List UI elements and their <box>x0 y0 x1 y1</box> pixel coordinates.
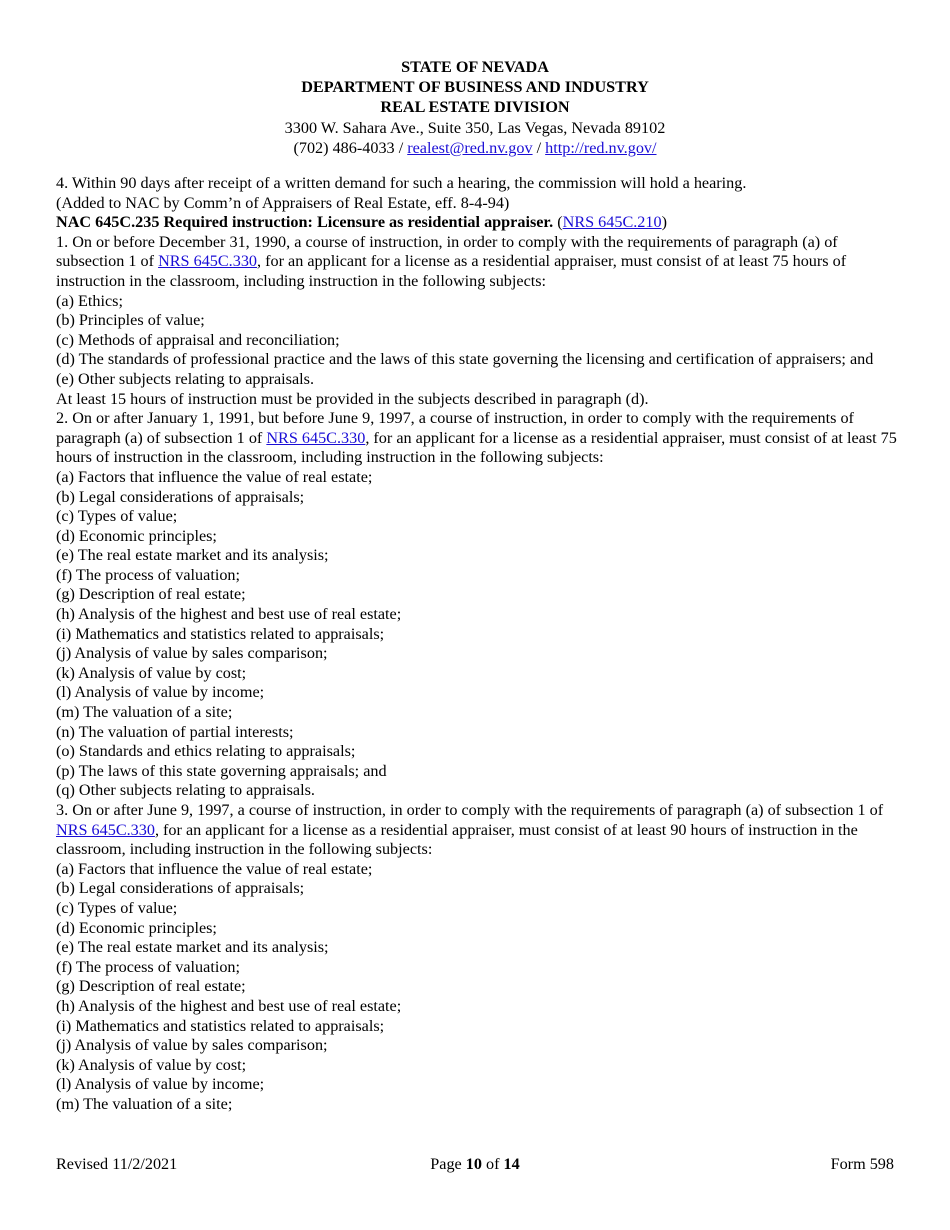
nrs-645c330-link[interactable]: NRS 645C.330 <box>56 820 155 839</box>
form-number: Form 598 <box>830 1155 894 1173</box>
list-item: (f) The process of valuation; <box>56 565 240 584</box>
list-item: (o) Standards and ethics relating to appraisals; <box>56 742 356 761</box>
list-item: (e) The real estate market and its analysis; <box>56 546 329 565</box>
list-item: (e) Other subjects relating to appraisals. <box>56 369 315 388</box>
section-title: NAC 645C.235 Required instruction: Licensure as residential appraiser. <box>56 213 554 232</box>
revised-date: Revised 11/2/2021 <box>56 1155 178 1173</box>
list-item: (j) Analysis of value by sales comparison; <box>56 1036 328 1055</box>
list-item: (b) Legal considerations of appraisals; <box>56 879 305 898</box>
list-item: (a) Ethics; <box>56 291 123 310</box>
list-item: (m) The valuation of a site; <box>56 1094 233 1113</box>
list-item: (c) Types of value; <box>56 507 178 526</box>
list-item: (d) The standards of professional practice and the laws of this state governing the licensing and certification of appraisers; and <box>56 350 874 369</box>
list-item: (i) Mathematics and statistics related to appraisals; <box>56 1016 385 1035</box>
list-item: (a) Factors that influence the value of real estate; <box>56 859 373 878</box>
subsection-2-list <box>56 468 906 801</box>
page-number: Page 10 of 14 <box>430 1155 520 1173</box>
list-item: (h) Analysis of the highest and best use of real estate; <box>56 996 402 1015</box>
subsection-1-list <box>56 292 906 390</box>
email-link[interactable]: realest@red.nv.gov <box>407 138 533 157</box>
letterhead-phone: (702) 486-4033 <box>293 138 395 157</box>
list-item: (f) The process of valuation; <box>56 957 240 976</box>
list-item: (p) The laws of this state governing appraisals; and <box>56 761 387 780</box>
subsection-1-note: At least 15 hours of instruction must be provided in the subjects described in paragraph (d). <box>56 389 649 408</box>
document-body <box>56 174 906 1115</box>
nrs-645c210-link[interactable]: NRS 645C.210 <box>562 213 662 232</box>
history-note: (Added to NAC by Comm’n of Appraisers of Real Estate, eff. 8-4-94) <box>56 193 510 212</box>
list-item: (k) Analysis of value by cost; <box>56 663 247 682</box>
list-item: (h) Analysis of the highest and best use of real estate; <box>56 605 402 624</box>
nrs-645c330-link[interactable]: NRS 645C.330 <box>158 252 258 271</box>
subsection-3-list <box>56 860 906 1115</box>
list-item: (c) Types of value; <box>56 898 178 917</box>
list-item: (b) Principles of value; <box>56 311 205 330</box>
list-item: (a) Factors that influence the value of real estate; <box>56 467 373 486</box>
list-item: (b) Legal considerations of appraisals; <box>56 487 305 506</box>
list-item: (c) Methods of appraisal and reconciliation; <box>56 330 340 349</box>
list-item: (g) Description of real estate; <box>56 585 246 604</box>
list-item: (i) Mathematics and statistics related to appraisals; <box>56 624 385 643</box>
letterhead-contact <box>0 138 950 158</box>
subsection-1: 1. On or before December 31, 1990, a course of instruction, in order to comply with the requirements of paragraph (a) of subsection 1 of NRS 645C.330, for an applicant for a license as a residential appraiser, must consist of at least 75 hours of instruction in the classroom, including instruction in the following subjects: <box>56 232 847 290</box>
nrs-645c330-link[interactable]: NRS 645C.330 <box>266 428 366 447</box>
list-item: (d) Economic principles; <box>56 918 217 937</box>
subsection-3: 3. On or after June 9, 1997, a course of instruction, in order to comply with the requirements of paragraph (a) of subsection 1 of NRS 645C.330, for an applicant for a license as a residential appraiser, must consist of at least 90 hours of instruction in the classroom, including instruction in the following subjects: <box>56 801 884 859</box>
contact-separator: / <box>394 138 408 157</box>
page-footer <box>56 1155 894 1175</box>
contact-separator: / <box>532 138 546 157</box>
list-item: (m) The valuation of a site; <box>56 703 233 722</box>
website-link[interactable]: http://red.nv.gov/ <box>545 138 657 157</box>
letterhead-division: REAL ESTATE DIVISION <box>380 98 570 117</box>
list-item: (q) Other subjects relating to appraisals. <box>56 781 315 800</box>
list-item: (g) Description of real estate; <box>56 977 246 996</box>
letterhead-address: 3300 W. Sahara Ave., Suite 350, Las Vegas, Nevada 89102 <box>284 118 666 137</box>
list-item: (j) Analysis of value by sales comparison; <box>56 644 328 663</box>
paragraph-4: 4. Within 90 days after receipt of a written demand for such a hearing, the commission will hold a hearing. <box>56 174 747 192</box>
list-item: (e) The real estate market and its analysis; <box>56 938 329 957</box>
list-item: (l) Analysis of value by income; <box>56 683 265 702</box>
list-item: (l) Analysis of value by income; <box>56 1075 265 1094</box>
subsection-2: 2. On or after January 1, 1991, but before June 9, 1997, a course of instruction, in order to comply with the requirements of paragraph (a) of subsection 1 of NRS 645C.330, for an applicant for a license as a residential appraiser, must consist of at least 75 hours of instruction in the classroom, including instruction in the following subjects: <box>56 409 897 467</box>
list-item: (k) Analysis of value by cost; <box>56 1055 247 1074</box>
letterhead <box>0 57 950 158</box>
list-item: (d) Economic principles; <box>56 526 217 545</box>
section-heading: NAC 645C.235 Required instruction: Licensure as residential appraiser. (NRS 645C.210) <box>56 213 667 232</box>
letterhead-department: DEPARTMENT OF BUSINESS AND INDUSTRY <box>301 78 649 97</box>
letterhead-state: STATE OF NEVADA <box>401 58 549 76</box>
list-item: (n) The valuation of partial interests; <box>56 722 294 741</box>
